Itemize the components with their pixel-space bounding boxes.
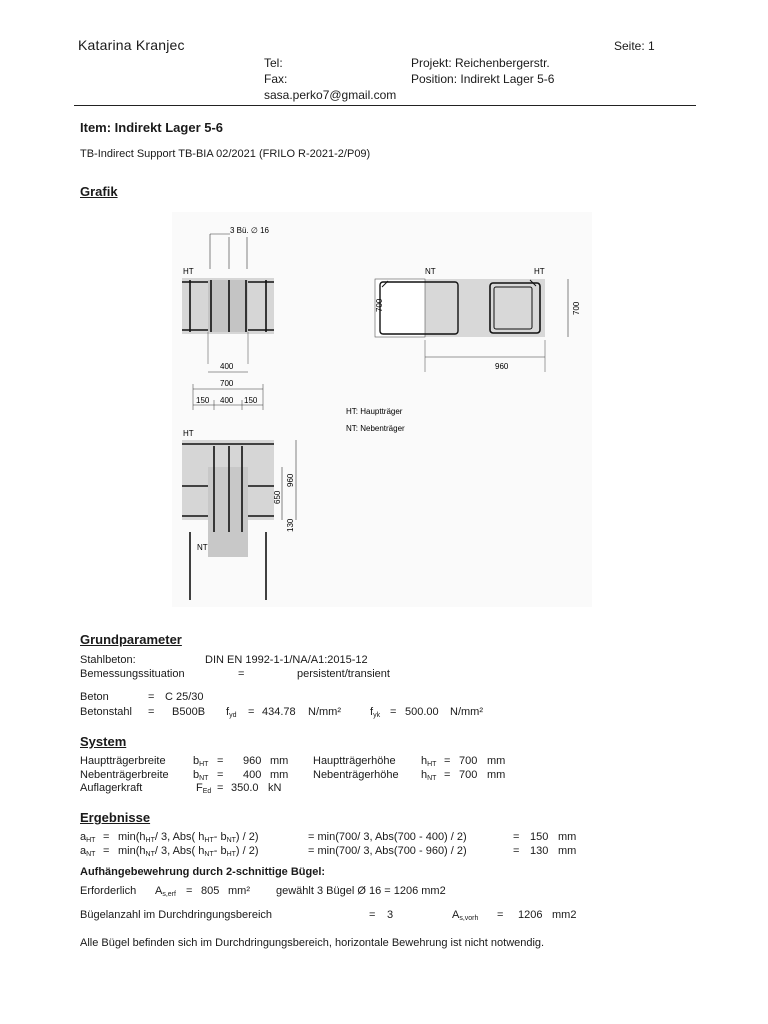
project-line: Projekt: Reichenbergerstr.: [411, 56, 550, 70]
system-heading: System: [80, 734, 127, 749]
ht-label-1: HT: [183, 267, 194, 276]
aht-eq: =: [103, 831, 110, 843]
beton-value: C 25/30: [165, 691, 204, 703]
bemessung-value: persistent/transient: [297, 668, 390, 680]
vorh-eq: =: [497, 909, 504, 921]
ant-eq: =: [103, 845, 110, 857]
dim-150-right: 150: [244, 396, 258, 405]
stahlbeton-label: Stahlbeton:: [80, 654, 136, 666]
hb-value: 960: [243, 755, 262, 767]
betonstahl-eq: =: [148, 706, 155, 718]
fyd-symbol: $f_{yd}$: [226, 706, 237, 719]
nh-eq: =: [444, 769, 451, 781]
ht-label-2: HT: [534, 267, 545, 276]
hh-value: 700: [459, 755, 478, 767]
nb-unit: mm: [270, 769, 289, 781]
item-subtitle: TB-Indirect Support TB-BIA 02/2021 (FRILO R-2021-2/P09): [80, 148, 371, 160]
erf-unit: mm²: [228, 885, 250, 897]
nh-unit: mm: [487, 769, 506, 781]
grundparameter-heading: Grundparameter: [80, 632, 182, 647]
nt-label-2: NT: [197, 543, 208, 552]
support-graphic: [172, 212, 592, 607]
af-symbol: $F_{Ed}$: [196, 782, 212, 795]
ant-unit: mm: [558, 845, 577, 857]
ant-calc: = min(700/ 3, Abs(700 - 960) / 2): [308, 845, 467, 857]
anzahl-label: Bügelanzahl im Durchdringungsbereich: [80, 909, 273, 921]
gewaehlt-line: gewählt 3 Bügel Ø 16 = 1206 mm2: [276, 885, 446, 897]
af-label: Auflagerkraft: [80, 782, 143, 794]
beton-label: Beton: [80, 691, 109, 703]
hb-unit: mm: [270, 755, 289, 767]
ant-value: 130: [530, 845, 549, 857]
vorh-symbol: $A_{s,vorh}$: [452, 909, 479, 922]
ant-eq2: =: [513, 845, 520, 857]
dim-700-nt: 700: [375, 298, 384, 312]
aufhaenge-heading: Aufhängebewehrung durch 2-schnittige Bügel:: [80, 866, 326, 878]
hh-symbol: $h_{HT}$: [421, 755, 437, 768]
fyd-eq: =: [248, 706, 255, 718]
fyk-symbol: $f_{yk}$: [370, 706, 381, 719]
dim-400-mid: 400: [220, 396, 234, 405]
nt-label-1: NT: [425, 267, 436, 276]
result-note: Alle Bügel befinden sich im Durchdringungsbereich, horizontale Bewehrung ist nicht notwendig.: [80, 937, 545, 949]
anzahl-value: 3: [387, 909, 394, 921]
vorh-value: 1206: [518, 909, 543, 921]
fyk-value: 500.00: [405, 706, 439, 718]
dim-700-ht: 700: [572, 301, 581, 315]
aht-symbol: $a_{HT}$: [80, 831, 96, 844]
erf-label: Erforderlich: [80, 885, 137, 897]
dim-130: 130: [286, 518, 295, 532]
erf-value: 805: [201, 885, 220, 897]
hb-label: Hauptträgerbreite: [80, 755, 166, 767]
dim-150-left: 150: [196, 396, 210, 405]
anzahl-eq: =: [369, 909, 376, 921]
af-eq: =: [217, 782, 224, 794]
fyk-unit: N/mm²: [450, 706, 483, 718]
bemessung-eq: =: [238, 668, 245, 680]
fyd-value: 434.78: [262, 706, 296, 718]
nh-value: 700: [459, 769, 478, 781]
vorh-unit: mm2: [552, 909, 577, 921]
aht-formula: $\min(h_{HT}/$ 3, Abs( $h_{HT}-$ $b_{NT}) / 2$): [118, 831, 259, 844]
af-unit: kN: [268, 782, 282, 794]
aht-unit: mm: [558, 831, 577, 843]
nb-value: 400: [243, 769, 262, 781]
dim-960-elev: 960: [286, 473, 295, 487]
email-link[interactable]: sasa.perko7@gmail.com: [264, 88, 397, 102]
aht-value: 150: [530, 831, 549, 843]
header-divider: [74, 105, 696, 106]
aht-eq2: =: [513, 831, 520, 843]
betonstahl-label: Betonstahl: [80, 706, 132, 718]
author-name: Katarina Kranjec: [78, 37, 185, 53]
erf-eq: =: [186, 885, 193, 897]
item-title: Item: Indirekt Lager 5-6: [80, 120, 224, 135]
ant-symbol: $a_{NT}$: [80, 845, 96, 858]
hh-unit: mm: [487, 755, 506, 767]
legend-ht: HT: Hauptträger: [346, 407, 403, 416]
nb-label: Nebenträgerbreite: [80, 769, 169, 781]
nh-label: Nebenträgerhöhe: [313, 769, 399, 781]
nb-symbol: $b_{NT}$: [193, 769, 209, 782]
dim-650: 650: [273, 490, 282, 504]
ergebnisse-heading: Ergebnisse: [80, 810, 151, 825]
dim-960-plan: 960: [495, 362, 509, 371]
dim-700: 700: [220, 379, 234, 388]
aht-calc: = min(700/ 3, Abs(700 - 400) / 2): [308, 831, 467, 843]
hh-eq: =: [444, 755, 451, 767]
page-number: Seite: 1: [614, 39, 655, 53]
af-value: 350.0: [231, 782, 259, 794]
nb-eq: =: [217, 769, 224, 781]
bemessung-label: Bemessungssituation: [80, 668, 185, 680]
legend-nt: NT: Nebenträger: [346, 424, 405, 433]
tel-label: Tel:: [264, 56, 283, 70]
erf-symbol: $A_{s,erf}$: [155, 885, 176, 898]
betonstahl-value: B500B: [172, 706, 206, 718]
hh-label: Hauptträgerhöhe: [313, 755, 396, 767]
nh-symbol: $h_{NT}$: [421, 769, 437, 782]
fax-label: Fax:: [264, 72, 288, 86]
ht-label-3: HT: [183, 429, 194, 438]
stahlbeton-value: DIN EN 1992-1-1/NA/A1:2015-12: [205, 654, 368, 666]
fyd-unit: N/mm²: [308, 706, 341, 718]
grafik-heading: Grafik: [80, 184, 118, 199]
hb-symbol: $b_{HT}$: [193, 755, 209, 768]
ant-formula: $\min(h_{NT}/$ 3, Abs( $h_{NT}-$ $b_{HT}) / 2$): [118, 845, 259, 858]
beton-eq: =: [148, 691, 155, 703]
hb-eq: =: [217, 755, 224, 767]
stirrup-label: 3 Bü. ∅ 16: [230, 226, 269, 235]
position-line: Position: Indirekt Lager 5-6: [411, 72, 555, 86]
dim-400: 400: [220, 362, 234, 371]
fyk-eq: =: [390, 706, 397, 718]
